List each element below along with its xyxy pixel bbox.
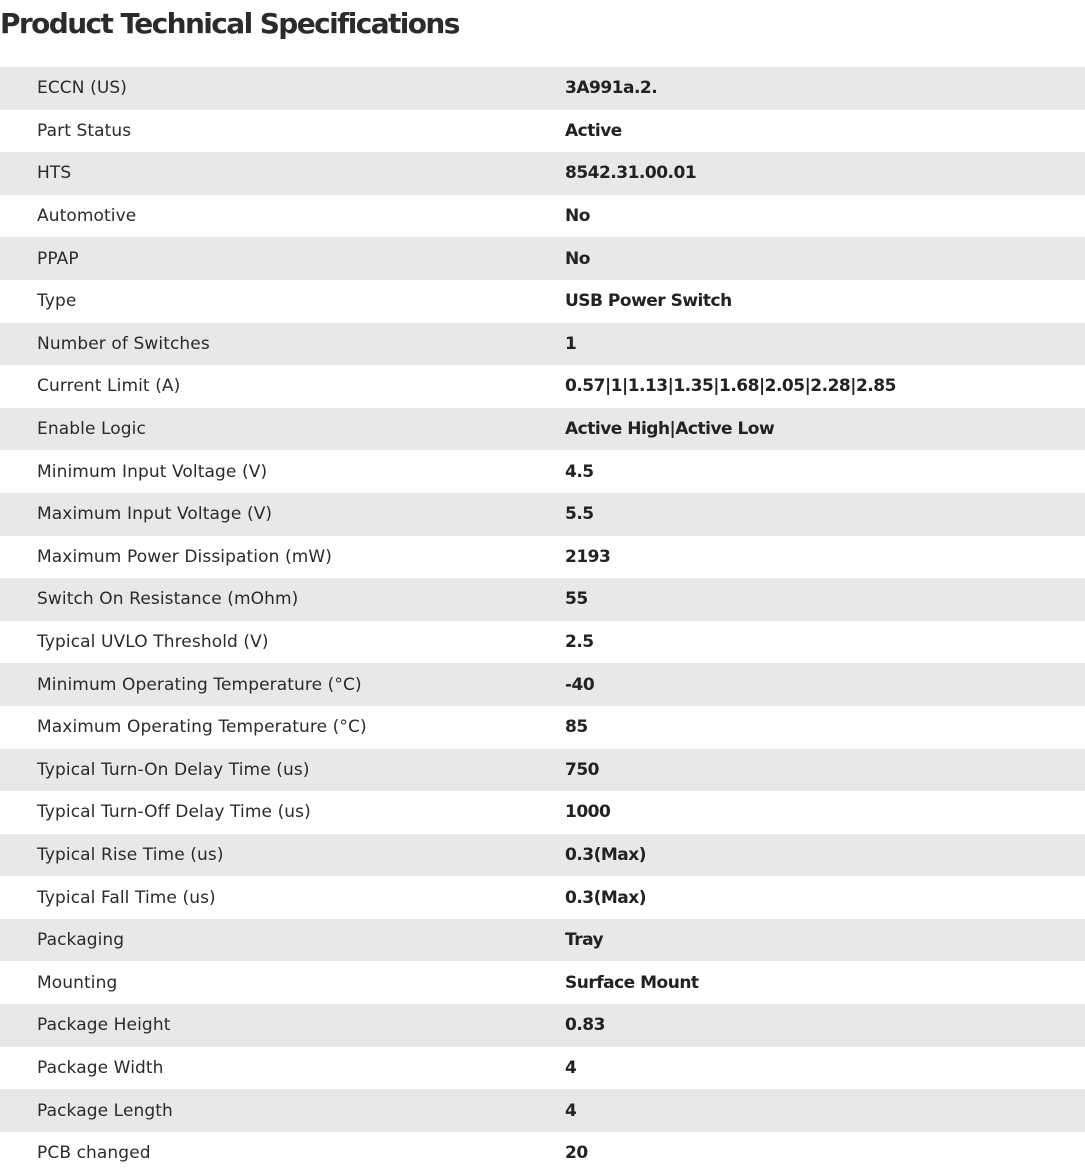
- spec-label: Minimum Input Voltage (V): [37, 461, 268, 482]
- spec-row: [0, 110, 1085, 153]
- spec-row: [0, 365, 1085, 408]
- spec-value: 0.83: [565, 1015, 605, 1036]
- spec-label: Typical Rise Time (us): [37, 844, 224, 865]
- spec-value: 750: [565, 759, 599, 780]
- spec-value: 85: [565, 717, 588, 738]
- spec-value: 0.3(Max): [565, 887, 647, 908]
- spec-value: 1: [565, 333, 577, 354]
- spec-label: Enable Logic: [37, 419, 146, 440]
- spec-row: [0, 706, 1085, 749]
- spec-row: [0, 876, 1085, 919]
- spec-value: USB Power Switch: [565, 291, 732, 312]
- spec-row: [0, 323, 1085, 366]
- spec-label: PPAP: [37, 248, 79, 269]
- spec-row: [0, 1132, 1085, 1174]
- spec-row: [0, 919, 1085, 962]
- spec-value: Tray: [565, 930, 604, 951]
- spec-label: Package Width: [37, 1057, 164, 1078]
- spec-row: [0, 621, 1085, 664]
- spec-label: Part Status: [37, 120, 132, 141]
- spec-label: Package Length: [37, 1100, 173, 1121]
- spec-row: [0, 195, 1085, 238]
- page-title: Product Technical Specifications: [0, 7, 459, 40]
- spec-label: Switch On Resistance (mOhm): [37, 589, 299, 610]
- spec-label: Typical UVLO Threshold (V): [37, 632, 269, 653]
- spec-value: No: [565, 248, 590, 269]
- spec-value: -40: [565, 674, 595, 695]
- spec-value: 4: [565, 1100, 577, 1121]
- spec-value: No: [565, 206, 590, 227]
- spec-label: HTS: [37, 163, 72, 184]
- spec-value: 2.5: [565, 632, 594, 653]
- spec-label: Maximum Power Dissipation (mW): [37, 546, 333, 567]
- spec-label: Package Height: [37, 1015, 171, 1036]
- spec-label: Maximum Operating Temperature (°C): [37, 717, 367, 738]
- spec-row: [0, 280, 1085, 323]
- spec-value: 8542.31.00.01: [565, 163, 697, 184]
- spec-row: [0, 450, 1085, 493]
- spec-row: [0, 1004, 1085, 1047]
- spec-table: [0, 67, 1085, 1174]
- spec-value: 4.5: [565, 461, 594, 482]
- spec-value: 20: [565, 1143, 588, 1164]
- spec-label: Minimum Operating Temperature (°C): [37, 674, 362, 695]
- spec-label: Typical Turn-Off Delay Time (us): [37, 802, 311, 823]
- spec-row: [0, 67, 1085, 110]
- spec-row: [0, 749, 1085, 792]
- spec-value: 55: [565, 589, 588, 610]
- spec-label: Packaging: [37, 930, 125, 951]
- spec-label: ECCN (US): [37, 78, 128, 99]
- spec-row: [0, 791, 1085, 834]
- spec-value: 0.3(Max): [565, 844, 647, 865]
- spec-value: 0.57|1|1.13|1.35|1.68|2.05|2.28|2.85: [565, 376, 896, 397]
- spec-label: Current Limit (A): [37, 376, 181, 397]
- spec-row: [0, 536, 1085, 579]
- spec-value: 3A991a.2.: [565, 78, 658, 99]
- spec-label: Maximum Input Voltage (V): [37, 504, 273, 525]
- spec-row: [0, 961, 1085, 1004]
- spec-row: [0, 408, 1085, 451]
- spec-value: 1000: [565, 802, 611, 823]
- spec-label: Type: [37, 291, 77, 312]
- spec-label: Number of Switches: [37, 333, 210, 354]
- spec-row: [0, 834, 1085, 877]
- spec-row: [0, 237, 1085, 280]
- spec-value: Surface Mount: [565, 972, 699, 993]
- spec-row: [0, 493, 1085, 536]
- spec-row: [0, 152, 1085, 195]
- spec-value: Active High|Active Low: [565, 419, 775, 440]
- spec-row: [0, 578, 1085, 621]
- spec-label: Typical Turn-On Delay Time (us): [37, 759, 310, 780]
- spec-value: 5.5: [565, 504, 594, 525]
- spec-row: [0, 1089, 1085, 1132]
- spec-row: [0, 1047, 1085, 1090]
- spec-label: Typical Fall Time (us): [37, 887, 216, 908]
- spec-value: 4: [565, 1057, 577, 1078]
- spec-label: PCB changed: [37, 1143, 151, 1164]
- spec-label: Automotive: [37, 206, 137, 227]
- spec-label: Mounting: [37, 972, 118, 993]
- spec-row: [0, 663, 1085, 706]
- spec-value: 2193: [565, 546, 611, 567]
- spec-value: Active: [565, 120, 622, 141]
